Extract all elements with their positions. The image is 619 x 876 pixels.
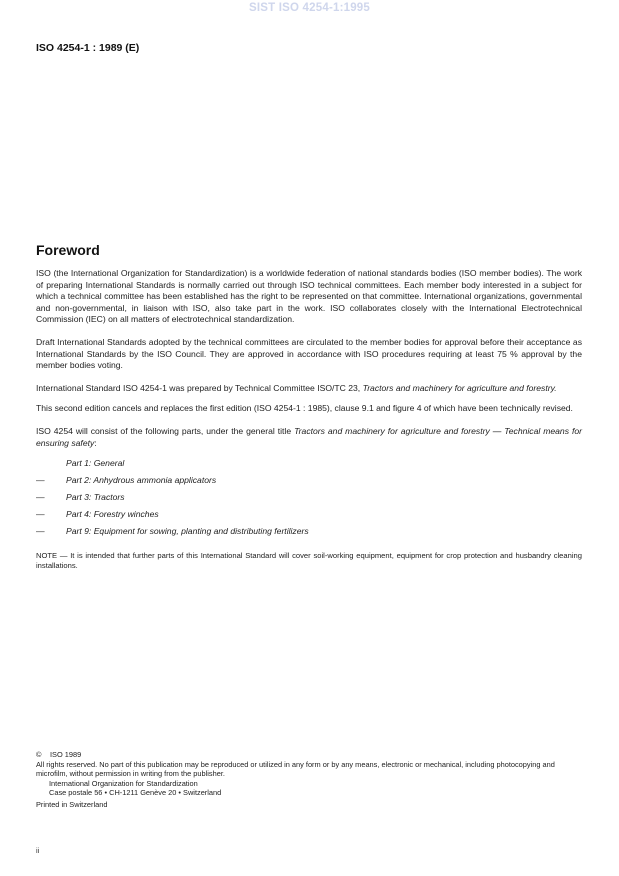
copyright-block <box>36 750 582 810</box>
paragraph-parts-intro <box>36 426 582 449</box>
part-label: Part 4: Forestry winches <box>66 509 159 520</box>
list-item <box>36 492 582 509</box>
foreword-body <box>36 268 582 571</box>
list-item <box>36 509 582 526</box>
part-label: Part 3: Tractors <box>66 492 125 503</box>
parts-intro-colon: : <box>94 437 97 448</box>
general-title: Tractors and machinery for agriculture and forestry — Technical means for ensuring safety <box>36 425 582 448</box>
copyright-symbol: © <box>36 750 42 759</box>
organization-address: Case postale 56 • CH-1211 Genève 20 • Switzerland <box>49 788 222 798</box>
organization-name: International Organization for Standardization <box>49 778 198 788</box>
list-item <box>36 475 582 492</box>
committee-title: Tractors and machinery for agriculture and forestry. <box>362 382 557 393</box>
page-title: Foreword <box>36 242 100 258</box>
list-dash: — <box>36 492 45 503</box>
paragraph-iso-description: ISO (the International Organization for Standardization) is a worldwide federation of national standards bodies (ISO member bodies). The work of preparing International Standards is normally carried out through ISO technical committees. Each member body interested in a subject for which a technical committee has been established has the right to be represented on that committee. International organizations, governmental and non-governmental, in liaison with ISO, also take part in the work. ISO collaborates closely with the International Electrotechnical Commission (IEC) on all matters of electrotechnical standardization. <box>36 268 582 325</box>
list-dash: — <box>36 526 45 537</box>
printed-in: Printed in Switzerland <box>36 799 108 809</box>
prepared-by-text: International Standard ISO 4254-1 was prepared by Technical Committee ISO/TC 23, <box>36 382 361 393</box>
parts-intro-text: ISO 4254 will consist of the following parts, under the general title <box>36 425 292 436</box>
paragraph-prepared-by <box>36 383 582 395</box>
watermark: SIST ISO 4254-1:1995 <box>249 2 370 14</box>
copyright-line <box>36 750 582 760</box>
list-dash: — <box>36 475 45 486</box>
list-item <box>36 526 582 543</box>
copyright-holder: ISO 1989 <box>50 750 82 759</box>
paragraph-edition: This second edition cancels and replaces the first edition (ISO 4254-1 : 1985), clause 9.1 and figure 4 of which have been technically revised. <box>36 403 573 414</box>
part-label: Part 9: Equipment for sowing, planting and distributing fertilizers <box>66 526 309 537</box>
list-dash: — <box>36 509 45 520</box>
rights-statement: All rights reserved. No part of this publication may be reproduced or utilized in any form or by any means, electronic or mechanical, including photocopying and microfilm, without permission in writing from the publisher. <box>36 759 555 779</box>
note: NOTE — It is intended that further parts of this International Standard will cover soil-working equipment, equipment for crop protection and husbandry cleaning installations. <box>36 551 582 571</box>
parts-list <box>36 458 582 543</box>
list-item <box>36 458 582 475</box>
part-label: Part 1: General <box>66 458 125 469</box>
document-identifier: ISO 4254-1 : 1989 (E) <box>36 42 140 54</box>
part-label: Part 2: Anhydrous ammonia applicators <box>66 475 217 486</box>
paragraph-draft-standards: Draft International Standards adopted by the technical committees are circulated to the member bodies for approval before their acceptance as International Standards by the ISO Council. They are approved in accordance with ISO procedures requiring at least 75 % approval by the member bodies voting. <box>36 336 582 371</box>
page-number: ii <box>36 846 40 855</box>
